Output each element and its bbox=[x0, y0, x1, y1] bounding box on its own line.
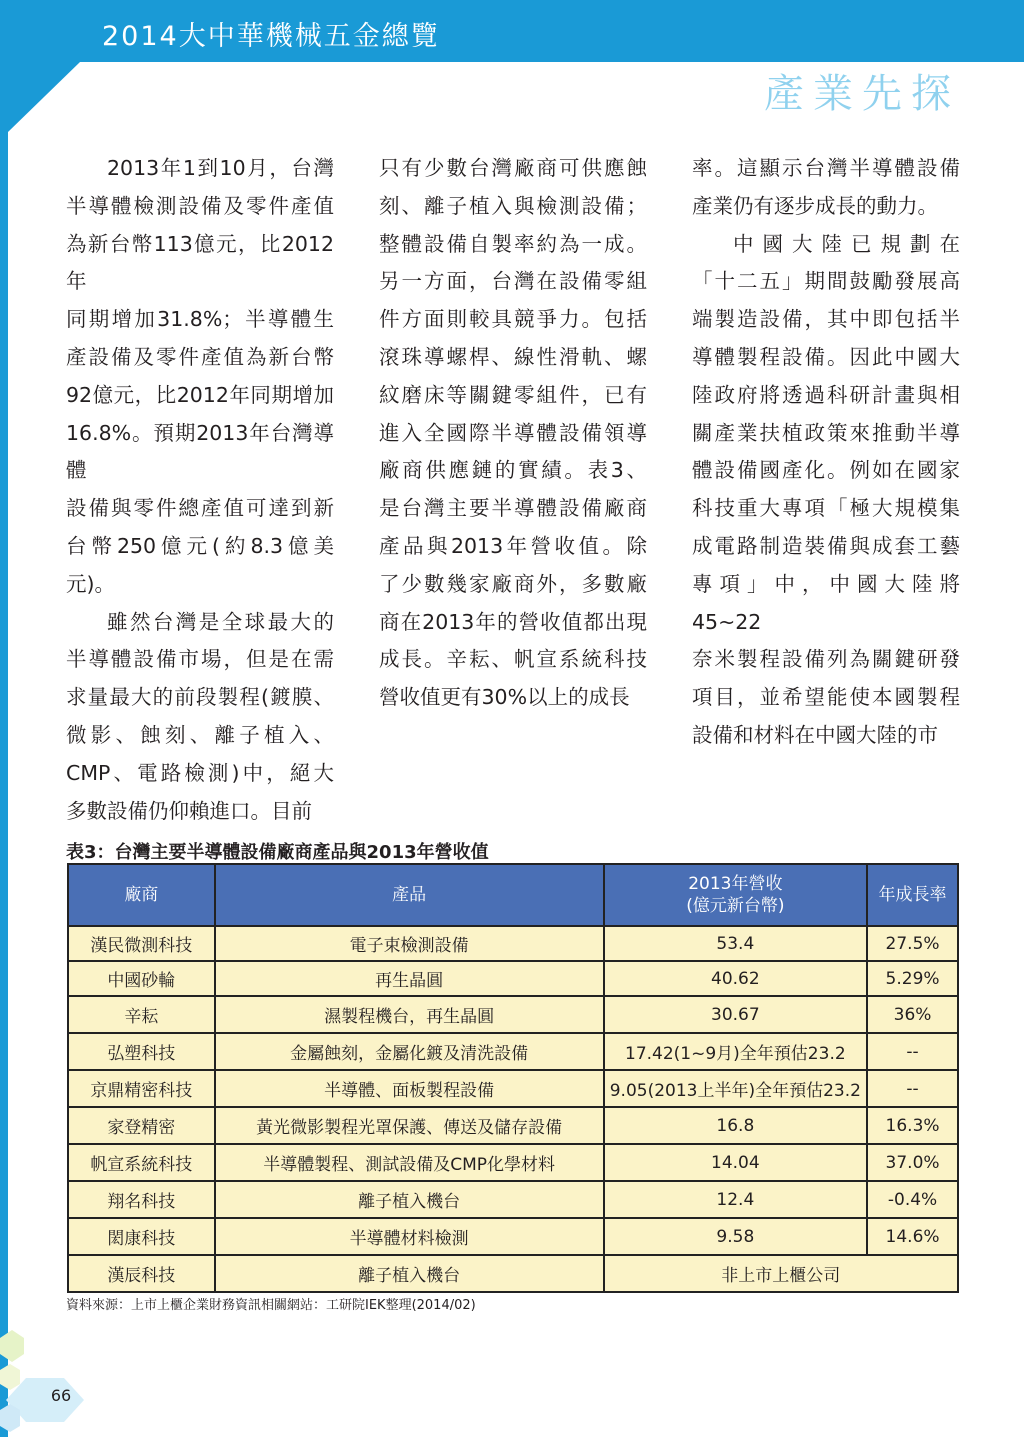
cell-company: 弘塑科技 bbox=[68, 1033, 215, 1070]
paragraph-line: 廠商供應鏈的實績。表3、 bbox=[379, 458, 647, 483]
cell-revenue: 16.8 bbox=[604, 1107, 867, 1144]
cell-company: 辛耘 bbox=[68, 996, 215, 1033]
cell-product: 濕製程機台，再生晶圓 bbox=[215, 996, 604, 1033]
cell-growth: 37.0% bbox=[867, 1144, 958, 1181]
cell-revenue: 53.4 bbox=[604, 926, 867, 961]
table-row bbox=[68, 1255, 958, 1292]
cell-revenue: 12.4 bbox=[604, 1181, 867, 1218]
paragraph-line: 進入全國際半導體設備領導 bbox=[379, 420, 647, 445]
paragraph-line: 另一方面，台灣在設備零組 bbox=[379, 269, 647, 294]
table-row bbox=[68, 1181, 958, 1218]
cell-growth: 14.6% bbox=[867, 1218, 958, 1255]
cell-growth: -- bbox=[867, 1033, 958, 1070]
table-source-note: 資料來源：上市上櫃企業財務資訊相關網站：工研院IEK整理(2014/02) bbox=[66, 1298, 476, 1313]
paragraph-line: 關產業扶植政策來推動半導 bbox=[692, 420, 960, 445]
text-column-3 bbox=[692, 150, 960, 755]
paragraph-line: 導體製程設備。因此中國大 bbox=[692, 344, 960, 369]
cell-growth: 16.3% bbox=[867, 1107, 958, 1144]
cell-company: 京鼎精密科技 bbox=[68, 1070, 215, 1107]
revenue-table bbox=[67, 863, 959, 1293]
paragraph-line: 滾珠導螺桿、線性滑軌、螺 bbox=[379, 344, 647, 369]
table-row bbox=[68, 1070, 958, 1107]
header-revenue: 2013年營收 (億元新台幣) bbox=[604, 864, 867, 926]
header-slant-decoration bbox=[0, 62, 80, 132]
paragraph-line: CMP、電路檢測)中，絕大 bbox=[66, 760, 334, 785]
table-row bbox=[68, 1144, 958, 1181]
cell-company: 漢辰科技 bbox=[68, 1255, 215, 1292]
paragraph-line: 半導體檢測設備及零件產值 bbox=[66, 193, 334, 218]
table-row bbox=[68, 1033, 958, 1070]
paragraph-line: 多數設備仍仰賴進口。目前 bbox=[66, 798, 312, 823]
cell-company: 漢民微測科技 bbox=[68, 926, 215, 961]
paragraph-line: 設備與零件總產值可達到新 bbox=[66, 496, 334, 521]
cell-revenue: 40.62 bbox=[604, 961, 867, 996]
cell-product: 離子植入機台 bbox=[215, 1181, 604, 1218]
cell-product: 黃光微影製程光罩保護、傳送及儲存設備 bbox=[215, 1107, 604, 1144]
cell-growth: 5.29% bbox=[867, 961, 958, 996]
paragraph-line: 端製造設備，其中即包括半 bbox=[692, 307, 960, 332]
paragraph-line: 同期增加31.8%；半導體生 bbox=[66, 307, 334, 332]
cell-revenue: 30.67 bbox=[604, 996, 867, 1033]
cell-company: 翔名科技 bbox=[68, 1181, 215, 1218]
cell-revenue: 9.58 bbox=[604, 1218, 867, 1255]
paragraph-line: 了少數幾家廠商外，多數廠 bbox=[379, 571, 647, 596]
paragraph-line: 科技重大專項「極大規模集 bbox=[692, 496, 960, 521]
cell-growth: 36% bbox=[867, 996, 958, 1033]
header-growth: 年成長率 bbox=[867, 864, 958, 926]
table-row bbox=[68, 1107, 958, 1144]
paragraph-line: 刻、離子植入與檢測設備； bbox=[379, 193, 647, 218]
paragraph-line: 成電路制造裝備與成套工藝 bbox=[692, 533, 960, 558]
paragraph-line: 奈米製程設備列為關鍵研發 bbox=[692, 647, 960, 672]
paragraph-line: 產品與2013年營收值。除 bbox=[379, 533, 647, 558]
paragraph-line: 16.8%。預期2013年台灣導體 bbox=[66, 420, 334, 483]
cell-company: 閎康科技 bbox=[68, 1218, 215, 1255]
paragraph-line: 設備和材料在中國大陸的市 bbox=[692, 722, 938, 747]
cell-revenue: 17.42(1~9月)全年預估23.2 bbox=[604, 1033, 867, 1070]
cell-growth: -- bbox=[867, 1070, 958, 1107]
paragraph-line: 92億元，比2012年同期增加 bbox=[66, 382, 334, 407]
left-accent-band bbox=[0, 0, 8, 1437]
paragraph-line: 陸政府將透過科研計畫與相 bbox=[692, 382, 960, 407]
paragraph-line: 中國大陸已規劃在 bbox=[733, 231, 960, 256]
paragraph-line: 項目，並希望能使本國製程 bbox=[692, 685, 960, 710]
header-company: 廠商 bbox=[68, 864, 215, 926]
cell-product: 半導體材料檢測 bbox=[215, 1218, 604, 1255]
cell-product: 金屬蝕刻，金屬化鍍及清洗設備 bbox=[215, 1033, 604, 1070]
table-row bbox=[68, 926, 958, 961]
cell-product: 半導體、面板製程設備 bbox=[215, 1070, 604, 1107]
cell-company: 中國砂輪 bbox=[68, 961, 215, 996]
cell-revenue: 9.05(2013上半年)全年預估23.2 bbox=[604, 1070, 867, 1107]
paragraph-line: 紋磨床等關鍵零組件，已有 bbox=[379, 382, 647, 407]
paragraph-line: 只有少數台灣廠商可供應蝕 bbox=[379, 156, 647, 180]
page-number: 66 bbox=[50, 1386, 72, 1405]
table-row bbox=[68, 996, 958, 1033]
cell-company: 家登精密 bbox=[68, 1107, 215, 1144]
paragraph-line: 求量最大的前段製程(鍍膜、 bbox=[66, 685, 334, 710]
paragraph-line: 產設備及零件產值為新台幣 bbox=[66, 344, 334, 369]
publication-title: 2014大中華機械五金總覽 bbox=[102, 21, 440, 52]
paragraph-line: 雖然台灣是全球最大的 bbox=[107, 609, 334, 634]
paragraph-line: 產業仍有逐步成長的動力。 bbox=[692, 193, 938, 218]
cell-revenue: 14.04 bbox=[604, 1144, 867, 1181]
paragraph-line: 是台灣主要半導體設備廠商 bbox=[379, 496, 647, 521]
table-row bbox=[68, 1218, 958, 1255]
paragraph-line: 專項」中，中國大陸將45~22 bbox=[692, 571, 960, 634]
cell-product: 電子束檢測設備 bbox=[215, 926, 604, 961]
paragraph-line: 成長。辛耘、帆宣系統科技 bbox=[379, 647, 647, 672]
paragraph-line: 件方面則較具競爭力。包括 bbox=[379, 307, 647, 332]
cell-revenue: 非上市上櫃公司 bbox=[604, 1255, 958, 1292]
table-caption: 表3：台灣主要半導體設備廠商產品與2013年營收值 bbox=[66, 842, 489, 863]
paragraph-line: 整體設備自製率約為一成。 bbox=[379, 231, 647, 256]
cell-product: 再生晶圓 bbox=[215, 961, 604, 996]
header-band bbox=[0, 0, 1024, 62]
header-product: 產品 bbox=[215, 864, 604, 926]
paragraph-line: 微影、蝕刻、離子植入、 bbox=[66, 722, 334, 747]
section-title: 產業先探 bbox=[764, 71, 960, 117]
text-column-1 bbox=[66, 150, 334, 830]
table-row bbox=[68, 961, 958, 996]
paragraph-line: 商在2013年的營收值都出現 bbox=[379, 609, 647, 634]
text-column-2 bbox=[379, 150, 647, 717]
paragraph-line: 半導體設備市場，但是在需 bbox=[66, 647, 334, 672]
cell-product: 半導體製程、測試設備及CMP化學材料 bbox=[215, 1144, 604, 1181]
cell-growth: 27.5% bbox=[867, 926, 958, 961]
paragraph-line: 體設備國產化。例如在國家 bbox=[692, 458, 960, 483]
paragraph-line: 「十二五」期間鼓勵發展高 bbox=[692, 269, 960, 294]
cell-product: 離子植入機台 bbox=[215, 1255, 604, 1292]
paragraph-line: 為新台幣113億元，比2012年 bbox=[66, 231, 334, 294]
cell-company: 帆宣系統科技 bbox=[68, 1144, 215, 1181]
paragraph-line: 台幣250億元(約8.3億美元)。 bbox=[66, 533, 334, 596]
cell-growth: -0.4% bbox=[867, 1181, 958, 1218]
paragraph-line: 率。這顯示台灣半導體設備 bbox=[692, 156, 960, 180]
paragraph-line: 營收值更有30%以上的成長 bbox=[379, 685, 630, 710]
paragraph-line: 2013年1到10月，台灣 bbox=[107, 156, 334, 180]
table-header-row bbox=[68, 864, 958, 926]
